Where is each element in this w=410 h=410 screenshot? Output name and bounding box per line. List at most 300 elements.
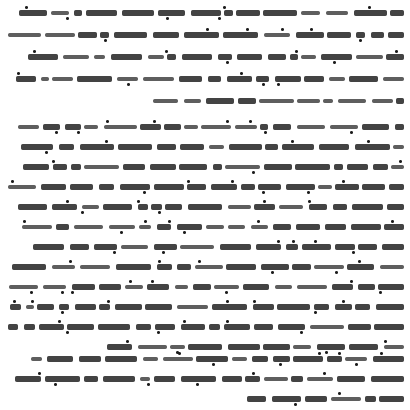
- word-glyph: [22, 225, 52, 229]
- word-glyph: [214, 285, 239, 289]
- word-glyph: [326, 11, 348, 15]
- word-glyph: [28, 54, 58, 60]
- word-glyph: [227, 76, 252, 82]
- diacritic-dot: [69, 260, 72, 263]
- diacritic-dot: [33, 50, 36, 53]
- diacritic-dot: [226, 300, 229, 303]
- word-glyph: [8, 33, 41, 37]
- word-glyph: [77, 76, 112, 82]
- diacritic-dot: [143, 191, 146, 194]
- text-line: [6, 180, 404, 193]
- word-glyph: [232, 357, 247, 361]
- word-glyph: [337, 376, 365, 382]
- word-glyph: [43, 285, 66, 289]
- word-glyph: [80, 265, 110, 269]
- word-glyph: [52, 265, 75, 269]
- word-glyph: [275, 285, 292, 289]
- text-line: [6, 28, 404, 41]
- word-glyph: [118, 144, 152, 150]
- word-glyph: [79, 356, 101, 362]
- word-glyph: [371, 376, 404, 382]
- diacritic-dot: [58, 320, 61, 323]
- diacritic-dot: [294, 403, 297, 406]
- word-glyph: [362, 124, 389, 130]
- word-glyph: [53, 164, 67, 170]
- word-glyph: [277, 304, 310, 310]
- diacritic-dot: [231, 180, 234, 183]
- word-glyph: [84, 125, 98, 129]
- word-glyph: [116, 264, 151, 270]
- diacritic-dot: [384, 340, 387, 343]
- word-glyph: [297, 285, 327, 289]
- word-glyph: [70, 244, 89, 250]
- word-glyph: [24, 324, 35, 330]
- word-glyph: [382, 244, 404, 250]
- word-glyph: [253, 304, 274, 310]
- diacritic-dot: [333, 61, 336, 64]
- word-glyph: [208, 76, 221, 82]
- diacritic-dot: [318, 352, 321, 355]
- word-glyph: [41, 184, 66, 190]
- word-glyph: [301, 55, 316, 59]
- word-glyph: [334, 164, 343, 170]
- diacritic-dot: [165, 50, 168, 53]
- word-glyph: [145, 304, 172, 310]
- diacritic-dot: [277, 240, 280, 243]
- word-glyph: [84, 165, 119, 169]
- word-glyph: [153, 99, 178, 103]
- word-glyph: [388, 32, 404, 38]
- word-glyph: [12, 264, 46, 270]
- word-glyph: [18, 204, 47, 210]
- word-glyph: [297, 125, 325, 129]
- word-glyph: [356, 32, 365, 38]
- word-glyph: [123, 164, 145, 170]
- text-line: [6, 120, 404, 133]
- word-glyph: [272, 396, 301, 402]
- word-glyph: [195, 265, 223, 269]
- word-glyph: [19, 10, 47, 16]
- diacritic-dot: [45, 151, 48, 154]
- diacritic-dot: [291, 140, 294, 143]
- diacritic-dot: [113, 251, 116, 254]
- diacritic-dot: [54, 383, 57, 386]
- word-glyph: [147, 284, 169, 290]
- diacritic-dot: [66, 17, 69, 20]
- diacritic-dot: [350, 280, 353, 283]
- word-glyph: [105, 356, 137, 362]
- word-glyph: [109, 225, 135, 229]
- diacritic-dot: [168, 220, 171, 223]
- word-glyph: [84, 376, 98, 382]
- word-glyph: [157, 264, 172, 270]
- word-glyph: [9, 285, 38, 289]
- word-glyph: [153, 32, 179, 38]
- word-glyph: [355, 144, 390, 150]
- word-glyph: [279, 205, 303, 209]
- text-line: [6, 260, 404, 273]
- word-glyph: [138, 204, 148, 210]
- diacritic-dot: [226, 61, 229, 64]
- word-glyph: [201, 125, 231, 129]
- diacritic-dot: [153, 120, 156, 123]
- word-glyph: [143, 357, 158, 361]
- text-line: [6, 140, 404, 153]
- diacritic-dot: [77, 131, 80, 134]
- word-glyph: [191, 10, 221, 16]
- word-glyph: [259, 99, 294, 103]
- diacritic-dot: [252, 372, 255, 375]
- diacritic-dot: [358, 260, 361, 263]
- word-glyph: [329, 77, 345, 81]
- word-glyph: [140, 124, 161, 130]
- word-glyph: [292, 264, 311, 270]
- diacritic-dot: [367, 140, 370, 143]
- diacritic-dot: [264, 131, 267, 134]
- word-glyph: [318, 185, 332, 189]
- word-glyph: [374, 324, 404, 330]
- diacritic-dot: [38, 372, 41, 375]
- word-glyph: [15, 376, 41, 382]
- word-glyph: [47, 356, 73, 362]
- word-glyph: [67, 324, 94, 330]
- word-glyph: [352, 204, 383, 210]
- word-glyph: [184, 99, 201, 103]
- word-glyph: [154, 244, 177, 250]
- word-glyph: [260, 124, 268, 130]
- word-glyph: [18, 125, 39, 129]
- word-glyph: [164, 124, 181, 130]
- word-glyph: [347, 264, 374, 270]
- word-glyph: [111, 54, 142, 60]
- word-glyph: [251, 225, 268, 229]
- word-glyph: [155, 324, 175, 330]
- diacritic-dot: [379, 291, 382, 294]
- word-glyph: [278, 324, 305, 330]
- diacritic-dot: [105, 140, 108, 143]
- diacritic-dot: [342, 300, 345, 303]
- word-glyph: [220, 244, 251, 250]
- word-glyph: [345, 357, 367, 361]
- diacritic-dot: [253, 300, 256, 303]
- diacritic-dot: [106, 120, 109, 123]
- text-line: [6, 200, 404, 213]
- diacritic-dot: [158, 211, 161, 214]
- diacritic-dot: [52, 160, 55, 163]
- word-glyph: [211, 184, 237, 190]
- diacritic-dot: [292, 240, 295, 243]
- word-glyph: [157, 144, 176, 150]
- diacritic-dot: [342, 180, 345, 183]
- word-glyph: [365, 396, 376, 402]
- word-glyph: [333, 204, 347, 210]
- diacritic-dot: [277, 83, 280, 86]
- word-glyph: [121, 245, 148, 249]
- word-glyph: [296, 32, 324, 38]
- diacritic-dot: [107, 300, 110, 303]
- word-glyph: [180, 144, 204, 150]
- word-glyph: [140, 377, 150, 381]
- diacritic-dot: [151, 280, 154, 283]
- word-glyph: [122, 10, 154, 16]
- diacritic-dot: [104, 39, 107, 42]
- word-glyph: [263, 344, 290, 350]
- word-glyph: [293, 356, 323, 362]
- diacritic-dot: [240, 72, 243, 75]
- paragraph-1: [6, 6, 404, 116]
- word-glyph: [103, 376, 135, 382]
- word-glyph: [16, 76, 36, 82]
- word-glyph: [330, 125, 358, 129]
- word-glyph: [395, 124, 404, 130]
- text-line: [6, 392, 404, 405]
- diacritic-dot: [314, 240, 317, 243]
- word-glyph: [222, 376, 242, 382]
- diacritic-dot: [13, 300, 16, 303]
- word-glyph: [355, 304, 370, 310]
- word-glyph: [158, 10, 185, 16]
- diacritic-dot: [271, 271, 274, 274]
- word-glyph: [226, 264, 256, 270]
- diacritic-dot: [147, 383, 150, 386]
- word-glyph: [23, 164, 49, 170]
- word-glyph: [286, 244, 298, 250]
- word-glyph: [258, 184, 281, 190]
- word-glyph: [52, 204, 77, 210]
- word-glyph: [321, 54, 352, 60]
- word-glyph: [310, 325, 344, 329]
- word-glyph: [45, 33, 75, 37]
- diacritic-dot: [223, 6, 226, 9]
- word-glyph: [196, 356, 228, 362]
- word-glyph: [373, 164, 388, 170]
- text-line: [6, 240, 404, 253]
- word-glyph: [139, 225, 151, 229]
- word-glyph: [10, 304, 21, 310]
- word-glyph: [371, 32, 384, 38]
- word-glyph: [206, 225, 224, 229]
- word-glyph: [235, 125, 257, 129]
- word-glyph: [65, 124, 81, 130]
- word-glyph: [335, 244, 355, 250]
- word-glyph: [252, 356, 268, 362]
- word-glyph: [224, 10, 233, 16]
- diacritic-dot: [352, 251, 355, 254]
- diacritic-dot: [338, 352, 341, 355]
- word-glyph: [223, 32, 258, 38]
- diacritic-dot: [183, 320, 186, 323]
- word-glyph: [43, 124, 60, 130]
- word-glyph: [282, 144, 314, 150]
- word-glyph: [228, 225, 245, 229]
- word-glyph: [150, 164, 176, 170]
- word-glyph: [107, 344, 132, 350]
- word-glyph: [354, 10, 387, 16]
- word-glyph: [384, 224, 404, 230]
- diacritic-dot: [183, 231, 186, 234]
- paragraph-3: [6, 352, 404, 410]
- word-glyph: [148, 55, 164, 59]
- word-glyph: [265, 144, 278, 150]
- word-glyph: [99, 284, 121, 290]
- diacritic-dot: [281, 28, 284, 31]
- word-glyph: [103, 204, 132, 210]
- word-glyph: [273, 224, 291, 230]
- word-glyph: [351, 224, 381, 230]
- word-glyph: [70, 184, 93, 190]
- word-glyph: [331, 397, 361, 401]
- diacritic-dot: [338, 392, 341, 395]
- diacritic-dot: [212, 363, 215, 366]
- word-glyph: [180, 245, 214, 249]
- word-glyph: [290, 54, 298, 60]
- diacritic-dot: [127, 83, 130, 86]
- word-glyph: [389, 184, 404, 190]
- word-glyph: [45, 376, 80, 382]
- diacritic-dot: [187, 180, 190, 183]
- word-glyph: [261, 264, 289, 270]
- word-glyph: [21, 144, 53, 150]
- word-glyph: [8, 324, 18, 330]
- word-glyph: [209, 324, 220, 330]
- word-glyph: [325, 224, 346, 230]
- word-glyph: [327, 356, 342, 362]
- word-glyph: [56, 224, 69, 230]
- word-glyph: [335, 304, 352, 310]
- text-line: [6, 72, 404, 85]
- word-glyph: [179, 164, 207, 170]
- text-line: [6, 352, 404, 365]
- word-glyph: [327, 32, 351, 38]
- word-glyph: [184, 125, 198, 129]
- word-glyph: [188, 204, 222, 210]
- word-glyph: [256, 244, 281, 250]
- diacritic-dot: [55, 131, 58, 134]
- diacritic-dot: [206, 28, 209, 31]
- paragraph-2: [6, 120, 404, 360]
- word-glyph: [314, 265, 344, 269]
- word-glyph: [358, 244, 377, 250]
- word-glyph: [125, 285, 143, 289]
- word-glyph: [302, 244, 331, 250]
- diacritic-dot: [355, 363, 358, 366]
- text-line: [6, 300, 404, 313]
- text-line: [6, 372, 404, 385]
- word-glyph: [291, 376, 303, 382]
- word-glyph: [247, 396, 266, 402]
- word-glyph: [59, 304, 69, 310]
- diacritic-dot: [395, 50, 398, 53]
- word-glyph: [301, 11, 320, 15]
- word-glyph: [309, 204, 327, 210]
- diacritic-dot: [17, 72, 20, 75]
- word-glyph: [254, 204, 275, 210]
- word-glyph: [177, 305, 208, 309]
- word-glyph: [94, 244, 117, 250]
- word-glyph: [307, 377, 333, 381]
- diacritic-dot: [158, 260, 161, 263]
- word-glyph: [314, 304, 329, 310]
- word-glyph: [238, 98, 256, 104]
- word-glyph: [154, 376, 175, 382]
- word-glyph: [120, 184, 150, 190]
- diacritic-dot: [66, 200, 69, 203]
- word-glyph: [383, 77, 404, 81]
- diacritic-dot: [162, 251, 165, 254]
- diacritic-dot: [157, 331, 160, 334]
- word-glyph: [99, 184, 114, 190]
- word-glyph: [268, 54, 286, 60]
- word-glyph: [391, 165, 404, 169]
- word-glyph: [218, 54, 232, 60]
- word-glyph: [170, 345, 185, 349]
- diacritic-dot: [144, 220, 147, 223]
- word-glyph: [213, 164, 222, 170]
- word-glyph: [319, 144, 349, 150]
- word-glyph: [154, 184, 184, 190]
- diacritic-dot: [25, 6, 28, 9]
- diacritic-dot: [226, 320, 229, 323]
- word-glyph: [39, 324, 64, 330]
- diacritic-dot: [262, 191, 265, 194]
- word-glyph: [273, 356, 290, 362]
- word-glyph: [387, 204, 404, 210]
- word-glyph: [376, 304, 404, 310]
- word-glyph: [362, 184, 385, 190]
- word-glyph: [237, 54, 262, 60]
- word-glyph: [94, 55, 105, 59]
- diacritic-dot: [166, 17, 169, 20]
- diacritic-dot: [198, 260, 201, 263]
- word-glyph: [117, 77, 138, 81]
- word-glyph: [74, 10, 82, 16]
- text-line: [6, 220, 404, 233]
- word-glyph: [136, 324, 151, 330]
- word-glyph: [349, 76, 378, 82]
- word-glyph: [275, 76, 301, 82]
- word-glyph: [295, 164, 330, 170]
- word-glyph: [241, 184, 255, 190]
- diacritic-dot: [308, 200, 311, 203]
- word-glyph: [264, 377, 288, 381]
- diacritic-dot: [263, 200, 266, 203]
- word-glyph: [209, 145, 224, 149]
- word-glyph: [236, 10, 260, 16]
- word-glyph: [225, 165, 260, 169]
- word-glyph: [86, 10, 117, 16]
- word-glyph: [349, 344, 378, 350]
- diacritic-dot: [66, 331, 69, 334]
- diacritic-dot: [126, 340, 129, 343]
- word-glyph: [380, 265, 404, 269]
- word-glyph: [182, 54, 212, 60]
- word-glyph: [31, 357, 42, 361]
- diacritic-dot: [350, 131, 353, 134]
- word-glyph: [167, 54, 176, 60]
- diacritic-dot: [323, 372, 326, 375]
- word-glyph: [177, 264, 191, 270]
- word-glyph: [228, 205, 251, 209]
- diacritic-dot: [310, 28, 313, 31]
- word-glyph: [99, 304, 110, 310]
- word-glyph: [243, 284, 269, 290]
- diacritic-dot: [129, 280, 132, 283]
- text-line: [6, 280, 404, 293]
- word-glyph: [286, 184, 315, 190]
- word-glyph: [104, 125, 137, 129]
- diacritic-dot: [257, 220, 260, 223]
- word-glyph: [33, 244, 64, 250]
